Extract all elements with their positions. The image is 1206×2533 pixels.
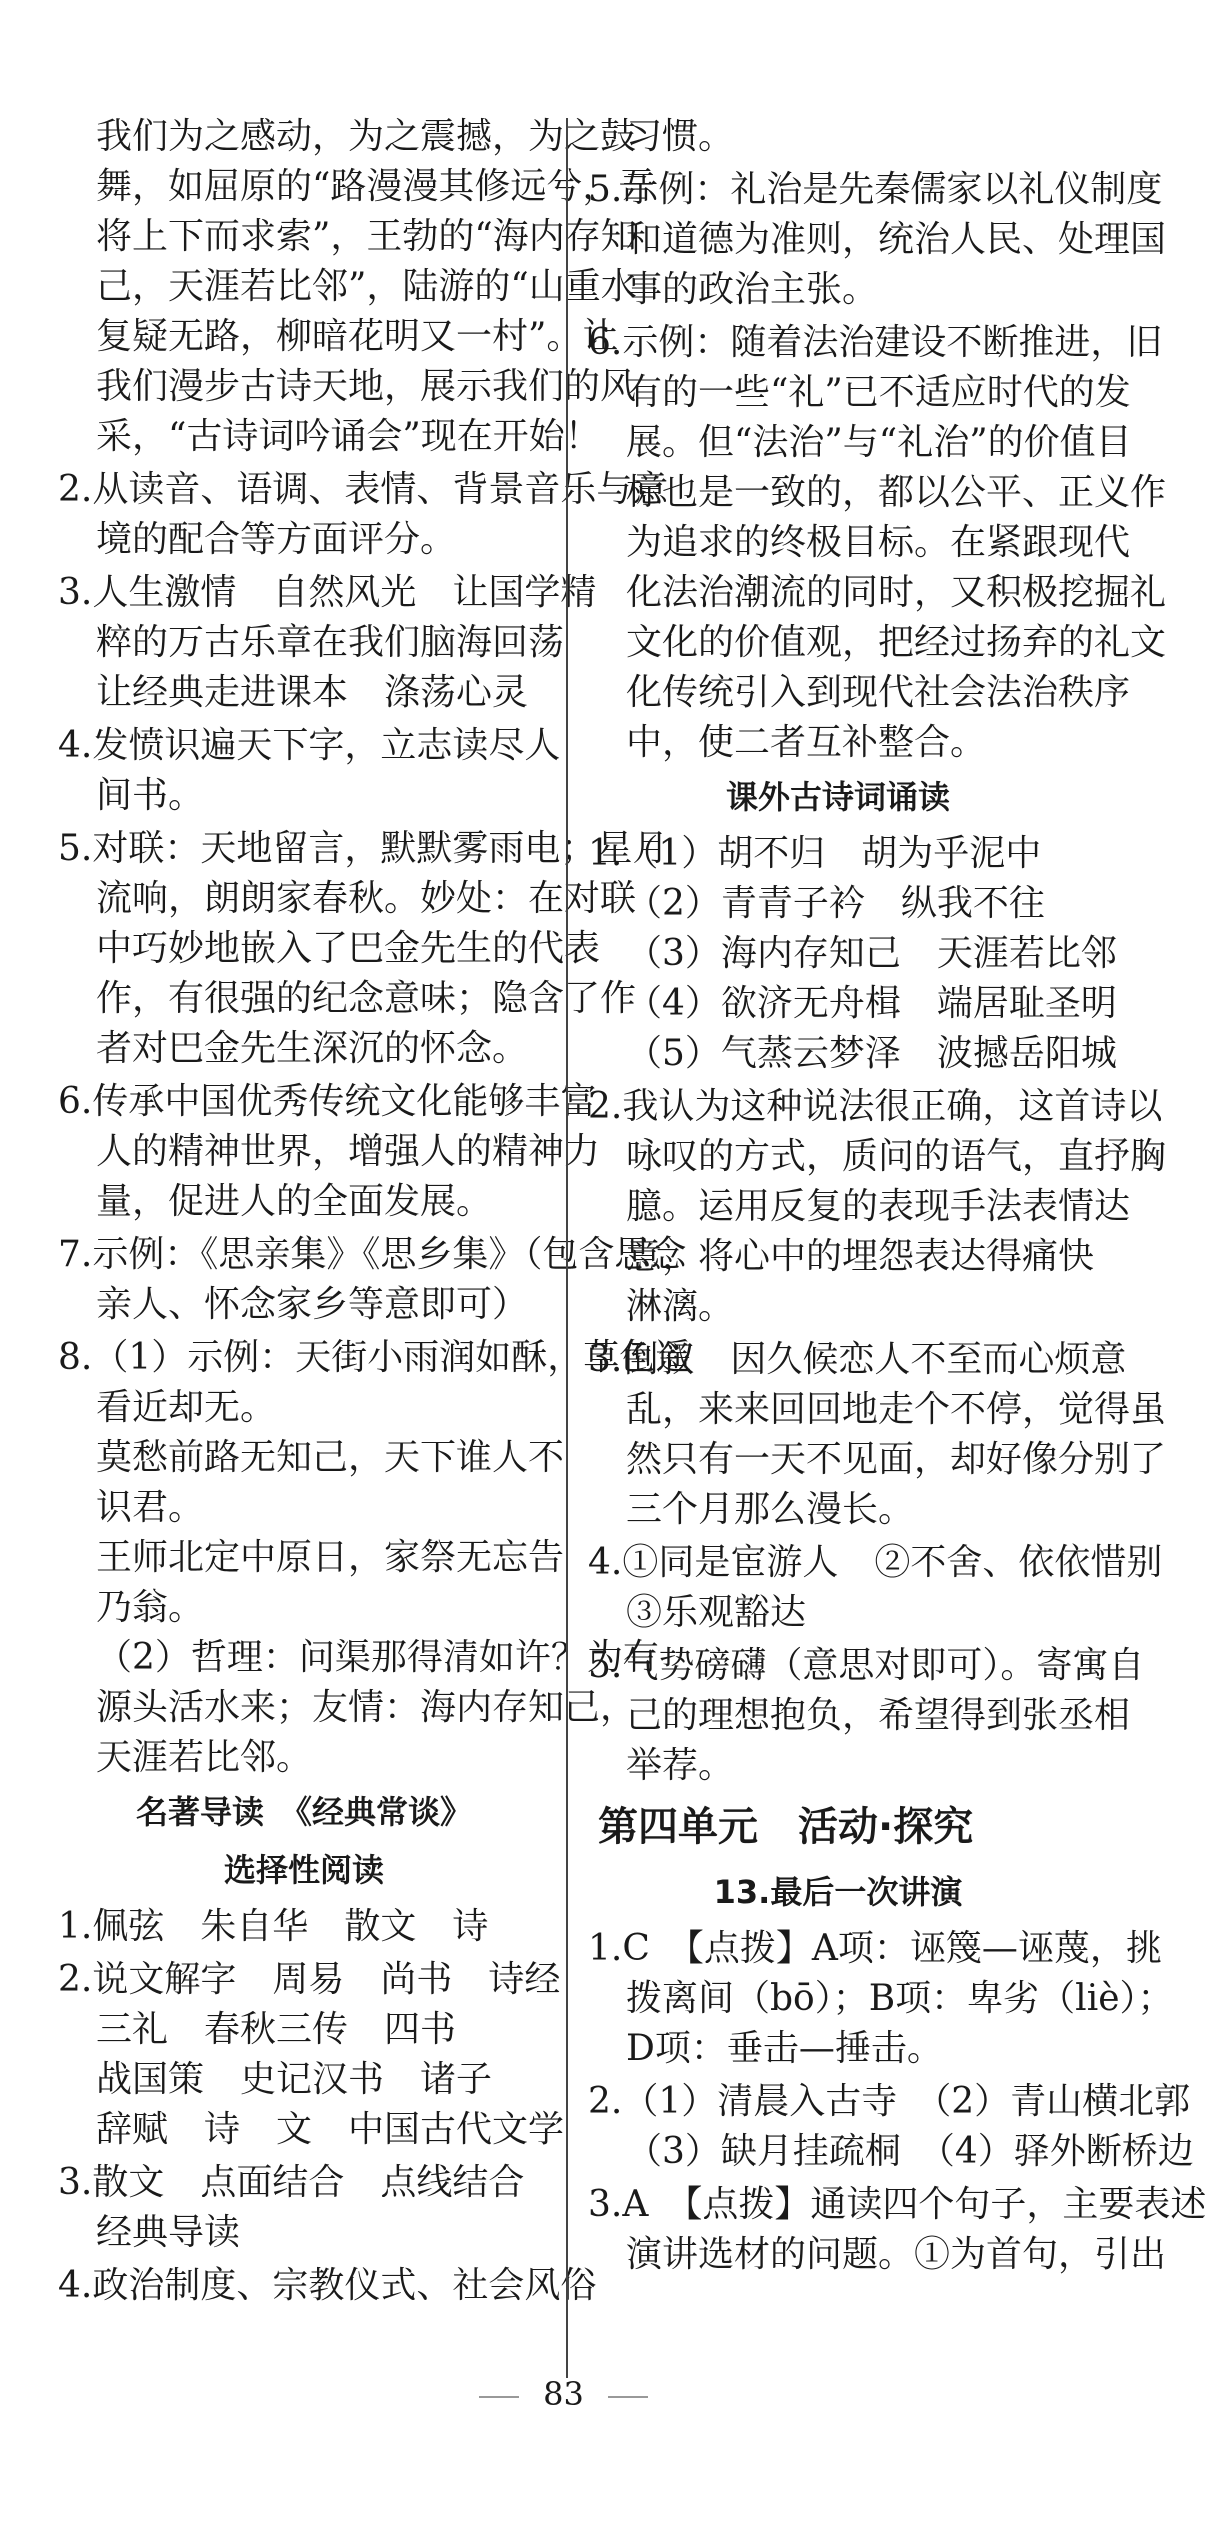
footer-dash-right — [608, 2396, 648, 2398]
page-number: 83 — [543, 2375, 584, 2413]
text-line: D项：垂击—捶击。 — [626, 2028, 943, 2069]
text-line: 6.传承中国优秀传统文化能够丰富 — [58, 1081, 597, 1122]
text-line: 化法治潮流的同时，又积极挖掘礼 — [626, 572, 1167, 613]
text-line: 5.示例：礼治是先秦儒家以礼仪制度 — [588, 169, 1163, 210]
text-line: 我们为之感动，为之震撼，为之鼓 — [96, 116, 637, 157]
text-line: 习惯。 — [626, 116, 735, 157]
text-line: 4.①同是宦游人 ②不舍、依依惜别 — [588, 1542, 1163, 1583]
section-heading: 13.最后一次讲演 — [713, 1873, 963, 1911]
text-line: 有的一些“礼”已不适应时代的发 — [626, 372, 1131, 413]
page-footer — [0, 2375, 1127, 2413]
text-line: 经典导读 — [96, 2212, 241, 2253]
text-line: 2.（1）清晨入古寺 （2）青山横北郭 — [588, 2081, 1191, 2122]
text-line: 5.对联：天地留言，默默雾雨电；星月 — [58, 828, 669, 869]
text-line: 4.政治制度、宗教仪式、社会风俗 — [58, 2265, 597, 2306]
text-line: 2.说文解字 周易 尚书 诗经 — [58, 1959, 561, 2000]
text-line: 舞，如屈原的“路漫漫其修远兮，吾 — [96, 166, 655, 207]
text-line: 复疑无路，柳暗花明又一村”。让 — [96, 316, 619, 357]
text-line: 看近却无。 — [96, 1387, 277, 1428]
text-line: 拨离间（bō）；B项：卑劣（liè）； — [626, 1978, 1174, 2019]
text-line: 1.C 【点拨】A项：诬篾—诬蔑，挑 — [588, 1928, 1162, 1969]
text-line: 辞赋 诗 文 中国古代文学 — [96, 2109, 565, 2150]
text-line: 量，促进人的全面发展。 — [96, 1181, 493, 1222]
text-line: 举荐。 — [626, 1745, 735, 1786]
text-line: 己，天涯若比邻”，陆游的“山重水 — [96, 266, 637, 307]
text-line: （5）气蒸云梦泽 波撼岳阳城 — [626, 1033, 1117, 1074]
text-line: （4）欲济无舟楫 端居耻圣明 — [626, 983, 1117, 1024]
text-line: 我们漫步古诗天地，展示我们的风 — [96, 366, 637, 407]
text-line: 臆。运用反复的表现手法表情达 — [626, 1186, 1131, 1227]
text-line: 境的配合等方面评分。 — [96, 519, 457, 560]
text-line: 4.发愤识遍天下字，立志读尽人 — [58, 725, 561, 766]
footer-dash-left — [479, 2396, 519, 2398]
text-line: 识君。 — [96, 1487, 205, 1528]
text-line: 标也是一致的，都以公平、正义作 — [626, 472, 1167, 513]
text-line: ③乐观豁达 — [626, 1592, 807, 1633]
text-line: 然只有一天不见面，却好像分别了 — [626, 1439, 1167, 1480]
section-heading: 名著导读 《经典常谈》 — [135, 1793, 472, 1831]
text-line: 1.佩弦 朱自华 散文 诗 — [58, 1906, 489, 1947]
column-divider — [566, 118, 568, 2378]
text-line: 让经典走进课本 涤荡心灵 — [96, 672, 529, 713]
text-line: 3.散文 点面结合 点线结合 — [58, 2162, 525, 2203]
text-line: 三礼 春秋三传 四书 — [96, 2009, 457, 2050]
text-line: 战国策 史记汉书 诸子 — [96, 2059, 493, 2100]
text-line: 间书。 — [96, 775, 205, 816]
text-line: 为追求的终极目标。在紧跟现代 — [626, 522, 1131, 563]
text-line: 者对巴金先生深沉的怀念。 — [96, 1028, 529, 1069]
text-line: 将上下而求索”，王勃的“海内存知 — [96, 216, 637, 257]
text-line: 3.人生激情 自然风光 让国学精 — [58, 572, 597, 613]
text-line: 意，将心中的埋怨表达得痛快 — [626, 1236, 1095, 1277]
text-line: 流响，朗朗家春秋。妙处：在对联 — [96, 878, 637, 919]
text-line: （2）青青子衿 纵我不往 — [626, 883, 1045, 924]
text-line: 乃翁。 — [96, 1587, 205, 1628]
text-line: 演讲选材的问题。①为首句，引出 — [626, 2234, 1167, 2275]
text-line: 三个月那么漫长。 — [626, 1489, 915, 1530]
text-line: 化传统引入到现代社会法治秩序 — [626, 672, 1131, 713]
text-line: 7.示例：《思亲集》《思乡集》（包含思念 — [58, 1234, 687, 1275]
text-line: 人的精神世界，增强人的精神力 — [96, 1131, 601, 1172]
text-line: 和道德为准则，统治人民、处理国 — [626, 219, 1167, 260]
text-line: 6.示例：随着法治建设不断推进，旧 — [588, 322, 1163, 363]
text-line: （2）哲理：问渠那得清如许？为有 — [96, 1637, 659, 1678]
section-heading: 选择性阅读 — [223, 1851, 384, 1889]
text-line: （3）缺月挂疏桐 （4）驿外断桥边 — [626, 2131, 1194, 2172]
text-line: 天涯若比邻。 — [96, 1737, 313, 1778]
text-line: 乱，来来回回地走个不停，觉得虽 — [626, 1389, 1167, 1430]
text-line: 3.A 【点拨】通读四个句子，主要表述 — [588, 2184, 1206, 2225]
text-line: 中巧妙地嵌入了巴金先生的代表 — [96, 928, 601, 969]
section-heading: 课外古诗词诵读 — [725, 778, 950, 816]
text-line: 源头活水来；友情：海内存知己， — [96, 1687, 637, 1728]
text-line: 粹的万古乐章在我们脑海回荡 — [96, 622, 565, 663]
text-line: 王师北定中原日，家祭无忘告 — [96, 1537, 565, 1578]
text-line: 己的理想抱负，希望得到张丞相 — [626, 1695, 1131, 1736]
text-line: 淋漓。 — [626, 1286, 735, 1327]
right-column — [588, 112, 1206, 2280]
text-line: 作，有很强的纪念意味；隐含了作 — [96, 978, 637, 1019]
text-line: 8.（1）示例：天街小雨润如酥，草色遥 — [58, 1337, 692, 1378]
text-line: 事的政治主张。 — [626, 269, 879, 310]
text-line: （3）海内存知己 天涯若比邻 — [626, 933, 1117, 974]
text-line: 5.气势磅礴（意思对即可）。寄寓自 — [588, 1645, 1145, 1686]
section-heading: 第四单元 活动·探究 — [598, 1804, 974, 1850]
text-line: 莫愁前路无知己，天下谁人不 — [96, 1437, 565, 1478]
text-line: 展。但“法治”与“礼治”的价值目 — [626, 422, 1132, 463]
text-line: 亲人、怀念家乡等意即可） — [96, 1284, 529, 1325]
text-line: 采，“古诗词吟诵会”现在开始！ — [96, 416, 601, 457]
text-line: 2.我认为这种说法很正确，这首诗以 — [588, 1086, 1163, 1127]
text-line: 中，使二者互补整合。 — [626, 722, 987, 763]
text-line: 咏叹的方式，质问的语气，直抒胸 — [626, 1136, 1167, 1177]
text-line: 文化的价值观，把经过扬弃的礼文 — [626, 622, 1167, 663]
text-line: 2.从读音、语调、表情、背景音乐与意 — [58, 469, 669, 510]
text-line: 3.倒叙 因久候恋人不至而心烦意 — [588, 1339, 1127, 1380]
text-line: 1.（1）胡不归 胡为乎泥中 — [588, 833, 1042, 874]
